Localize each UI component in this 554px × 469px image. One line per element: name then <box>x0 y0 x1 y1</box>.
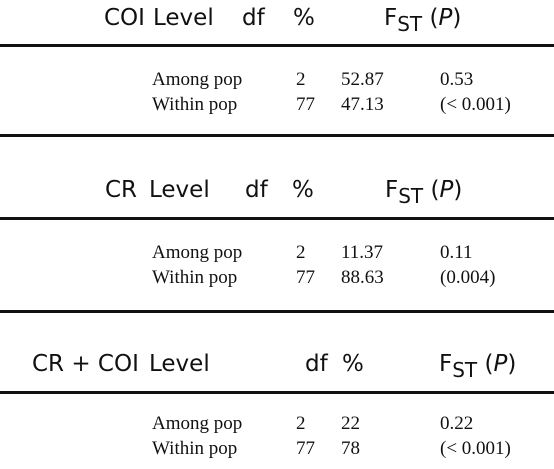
percent-cell: 78 <box>341 438 360 459</box>
percent-header: % <box>292 177 314 203</box>
level-header: Level <box>153 5 214 31</box>
fst-header: FST (P) <box>439 351 517 382</box>
fst-cell: (0.004) <box>440 267 496 288</box>
section-divider <box>0 391 554 394</box>
fst-cell: (< 0.001) <box>440 438 511 459</box>
level-header: Level <box>149 351 210 377</box>
section-divider <box>0 134 554 137</box>
df-cell: 2 <box>296 69 306 90</box>
percent-header: % <box>342 351 364 377</box>
percent-cell: 88.63 <box>341 267 384 288</box>
df-cell: 2 <box>296 413 306 434</box>
level-cell: Among pop <box>152 69 243 90</box>
level-header: Level <box>149 177 210 203</box>
df-cell: 77 <box>296 267 315 288</box>
df-header: df <box>242 5 265 31</box>
df-header: df <box>305 351 328 377</box>
fst-cell: 0.11 <box>440 242 473 263</box>
fst-header: FST (P) <box>385 177 463 208</box>
level-cell: Among pop <box>152 413 243 434</box>
level-cell: Within pop <box>152 94 238 115</box>
percent-cell: 47.13 <box>341 94 384 115</box>
percent-header: % <box>293 5 315 31</box>
section-divider <box>0 217 554 220</box>
section-name: CR <box>105 177 138 203</box>
fst-header: FST (P) <box>384 5 462 36</box>
section-divider <box>0 44 554 47</box>
percent-cell: 52.87 <box>341 69 384 90</box>
level-cell: Among pop <box>152 242 243 263</box>
section-name: CR + COI <box>32 351 139 377</box>
df-cell: 77 <box>296 438 315 459</box>
fst-cell: 0.22 <box>440 413 474 434</box>
fst-cell: (< 0.001) <box>440 94 511 115</box>
percent-cell: 11.37 <box>341 242 384 263</box>
section-divider <box>0 310 554 313</box>
percent-cell: 22 <box>341 413 360 434</box>
df-header: df <box>245 177 268 203</box>
fst-cell: 0.53 <box>440 69 474 90</box>
level-cell: Within pop <box>152 438 238 459</box>
section-name: COI <box>104 5 145 31</box>
level-cell: Within pop <box>152 267 238 288</box>
df-cell: 2 <box>296 242 306 263</box>
df-cell: 77 <box>296 94 315 115</box>
